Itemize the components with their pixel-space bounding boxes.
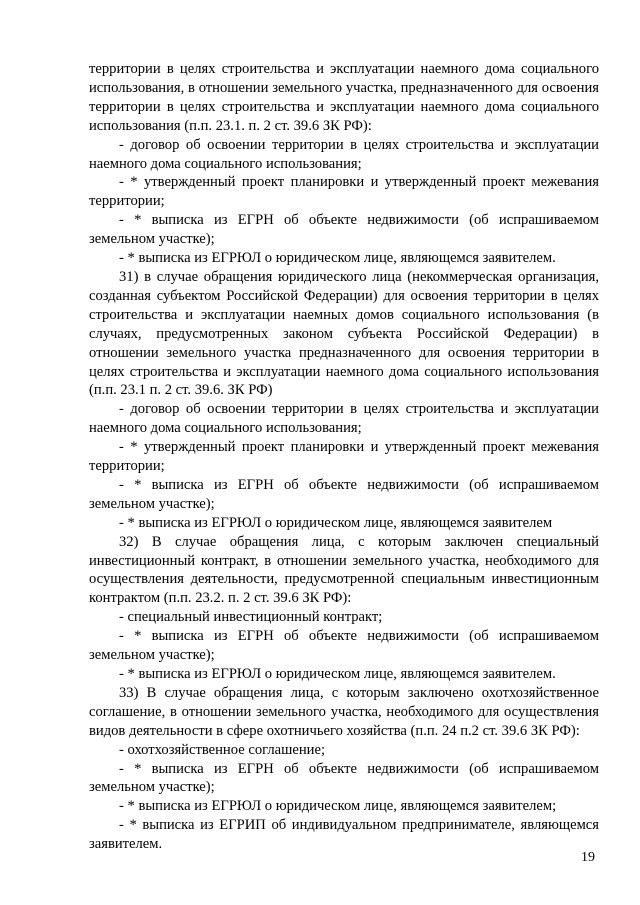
page-number: 19: [581, 850, 595, 865]
list-item: - договор об освоении территории в целях строительства и эксплуатации наемного дома социального использования;: [89, 136, 599, 172]
list-item: - * выписка из ЕГРН об объекте недвижимости (об испрашиваемом земельном участке);: [89, 628, 599, 664]
list-item: - * выписка из ЕГРН об объекте недвижимости (об испрашиваемом земельном участке);: [89, 760, 599, 796]
list-item: - договор об освоении территории в целях строительства и эксплуатации наемного дома социального использования;: [89, 401, 599, 437]
list-item: - * выписка из ЕГРИП об индивидуальном предпринимателе, являющемся заявителем.: [89, 817, 599, 853]
list-item: - * выписка из ЕГРЮЛ о юридическом лице, являющемся заявителем.: [119, 250, 556, 267]
list-item: - специальный инвестиционный контракт;: [119, 609, 383, 626]
list-item: - охотхозяйственное соглашение;: [119, 741, 325, 758]
list-item: - * выписка из ЕГРН об объекте недвижимости (об испрашиваемом земельном участке);: [89, 476, 599, 512]
list-item: - * утвержденный проект планировки и утвержденный проект межевания территории;: [89, 174, 599, 210]
list-item: - * выписка из ЕГРЮЛ о юридическом лице, являющемся заявителем: [119, 514, 553, 531]
paragraph-continuation: территории в целях строительства и эксплуатации наемного дома социального использования, в отношении земельного участка, предназначенного для освоения территории в целях строительства и эксплуатации наемного дома социального использования (п.п. 23.1. п. 2 ст. 39.6 ЗК РФ):: [89, 61, 599, 134]
section-33-paragraph: 33) В случае обращения лица, с которым заключено охотхозяйственное соглашение, в отношении земельного участка, необходимого для осуществления видов деятельности в сфере охотничьего хозяйства (п.п. 24 п.2 ст. 39.6 ЗК РФ):: [89, 684, 599, 739]
document-body: [89, 60, 599, 854]
section-32-paragraph: 32) В случае обращения лица, с которым заключен специальный инвестиционный контракт, в отношении земельного участка, необходимого для осуществления деятельности, предусмотренной специальным инвестиционным контрактом (п.п. 23.2. п. 2 ст. 39.6 ЗК РФ):: [89, 533, 599, 607]
section-31-paragraph: 31) в случае обращения юридического лица (некоммерческая организация, созданная субъектом Российской Федерации) для освоения территории в целях строительства и эксплуатации наемных домов социального использования (в случаях, предусмотренных законом субъекта Российской Федерации) в отношении земельного участка предназначенного для освоения территории в целях строительства и эксплуатации наемного дома социального использования (п.п. 23.1 п. 2 ст. 39.6. ЗК РФ): [89, 268, 599, 399]
list-item: - * выписка из ЕГРЮЛ о юридическом лице, являющемся заявителем.: [119, 666, 556, 682]
list-item: - * утвержденный проект планировки и утвержденный проект межевания территории;: [89, 439, 599, 475]
list-item: - * выписка из ЕГРЮЛ о юридическом лице, являющемся заявителем;: [119, 798, 557, 815]
list-item: - * выписка из ЕГРН об объекте недвижимости (об испрашиваемом земельном участке);: [89, 212, 599, 248]
